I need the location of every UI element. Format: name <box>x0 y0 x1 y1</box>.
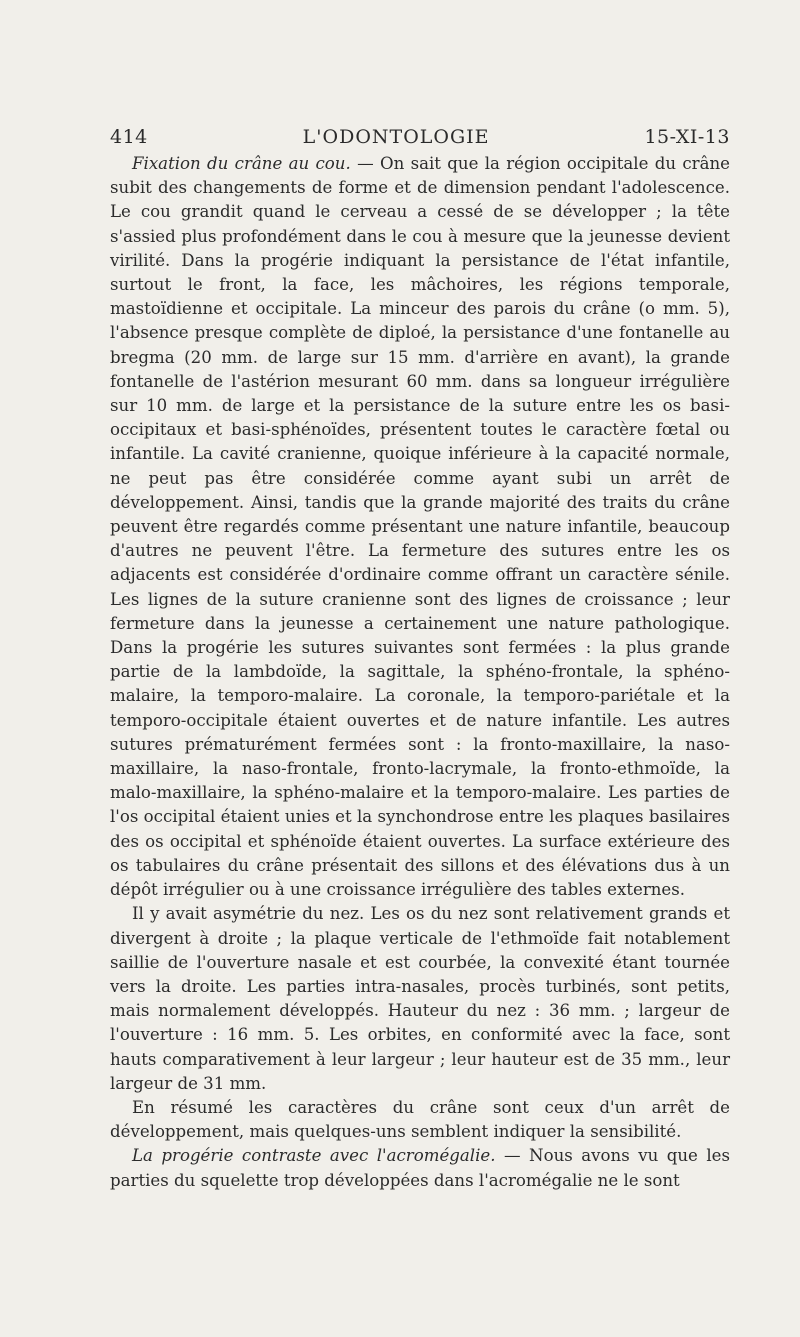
paragraph-summary <box>110 1096 730 1144</box>
paragraph-text: — On sait que la région occipitale du crâne subit des changements de forme et de dimension pendant l'adolescence. Le cou grandit quand le cerveau a cessé de se développer ; la tête s'assied plus profondément dans le cou à mesure que la jeunesse devient virilité. Dans la progérie indiquant la persistance de l'état infantile, surtout le front, la face, les mâchoires, les régions temporale, mastoïdienne et occipitale. La minceur des parois du crâne (o mm. 5), l'absence presque complète de diploé, la persistance d'une fontanelle au bregma (20 mm. de large sur 15 mm. d'arrière en avant), la grande fontanelle de l'astérion mesurant 60 mm. dans sa longueur irrégulière sur 10 mm. de large et la persistance de la suture entre les os basi-occipitaux et basi-sphénoïdes, présentent toutes le caractère fœtal ou infantile. La cavité cranienne, quoique inférieure à la capacité normale, ne peut pas être considérée comme ayant subi un arrêt de développement. Ainsi, tandis que la grande majorité des traits du crâne peuvent être regardés comme présentant une nature infantile, beaucoup d'autres ne peuvent l'être. La fermeture des sutures entre les os adjacents est considérée d'ordinaire comme offrant un caractère sénile. Les lignes de la suture cranienne sont des lignes de croissance ; leur fermeture dans la jeunesse a certainement une nature pathologique. Dans la progérie les sutures suivantes sont fermées : la plus grande partie de la lambdoïde, la sagittale, la sphéno-frontale, la sphéno-malaire, la temporo-malaire. La coronale, la temporo-pariétale et la temporo-occipitale étaient ouvertes et de nature infantile. Les autres sutures prématurément fermées sont : la fronto-maxillaire, la naso-maxillaire, la naso-frontale, fronto-lacrymale, la fronto-ethmoïde, la malo-maxillaire, la sphéno-malaire et la temporo-malaire. Les parties de l'os occipital étaient unies et la synchondrose entre les plaques basilaires des os occipital et sphénoïde étaient ouvertes. La surface extérieure des os tabulaires du crâne présentait des sillons et des élévations dus à un dépôt irrégulier ou à une croissance irrégulière des tables externes. <box>110 154 730 900</box>
section-heading-skull-fixation: Fixation du crâne au cou. <box>132 154 351 173</box>
paragraph-skull-fixation <box>110 152 730 902</box>
paragraph-text: En résumé les caractères du crâne sont ceux d'un arrêt de développement, mais quelques-uns semblent indiquer la sensibilité. <box>110 1097 730 1142</box>
article-body <box>110 152 730 1193</box>
paragraph-nose <box>110 902 730 1096</box>
page <box>110 126 730 1193</box>
paragraph-text: — Nous avons vu que les parties du squelette trop développées dans l'acromégalie ne le sont <box>110 1146 730 1190</box>
section-heading-acromegaly: La progérie contraste avec l'acromégalie. <box>132 1146 496 1166</box>
running-head <box>110 126 730 148</box>
paragraph-acromegaly <box>110 1144 730 1192</box>
paragraph-text: Il y avait asymétrie du nez. Les os du nez sont relativement grands et divergent à droite ; la plaque verticale de l'ethmoïde fait notablement saillie de l'ouverture nasale et est courbée, la convexité étant tournée vers la droite. Les parties intra-nasales, procès turbinés, sont petits, mais normalement développés. Hauteur du nez : 36 mm. ; largeur de l'ouverture : 16 mm. 5. Les orbites, en conformité avec la face, sont hauts comparativement à leur largeur ; leur hauteur est de 35 mm., leur largeur de 31 mm. <box>110 904 730 1093</box>
page-number: 414 <box>110 126 148 148</box>
journal-title: L'ODONTOLOGIE <box>302 126 490 148</box>
issue-date: 15-XI-13 <box>644 126 730 148</box>
